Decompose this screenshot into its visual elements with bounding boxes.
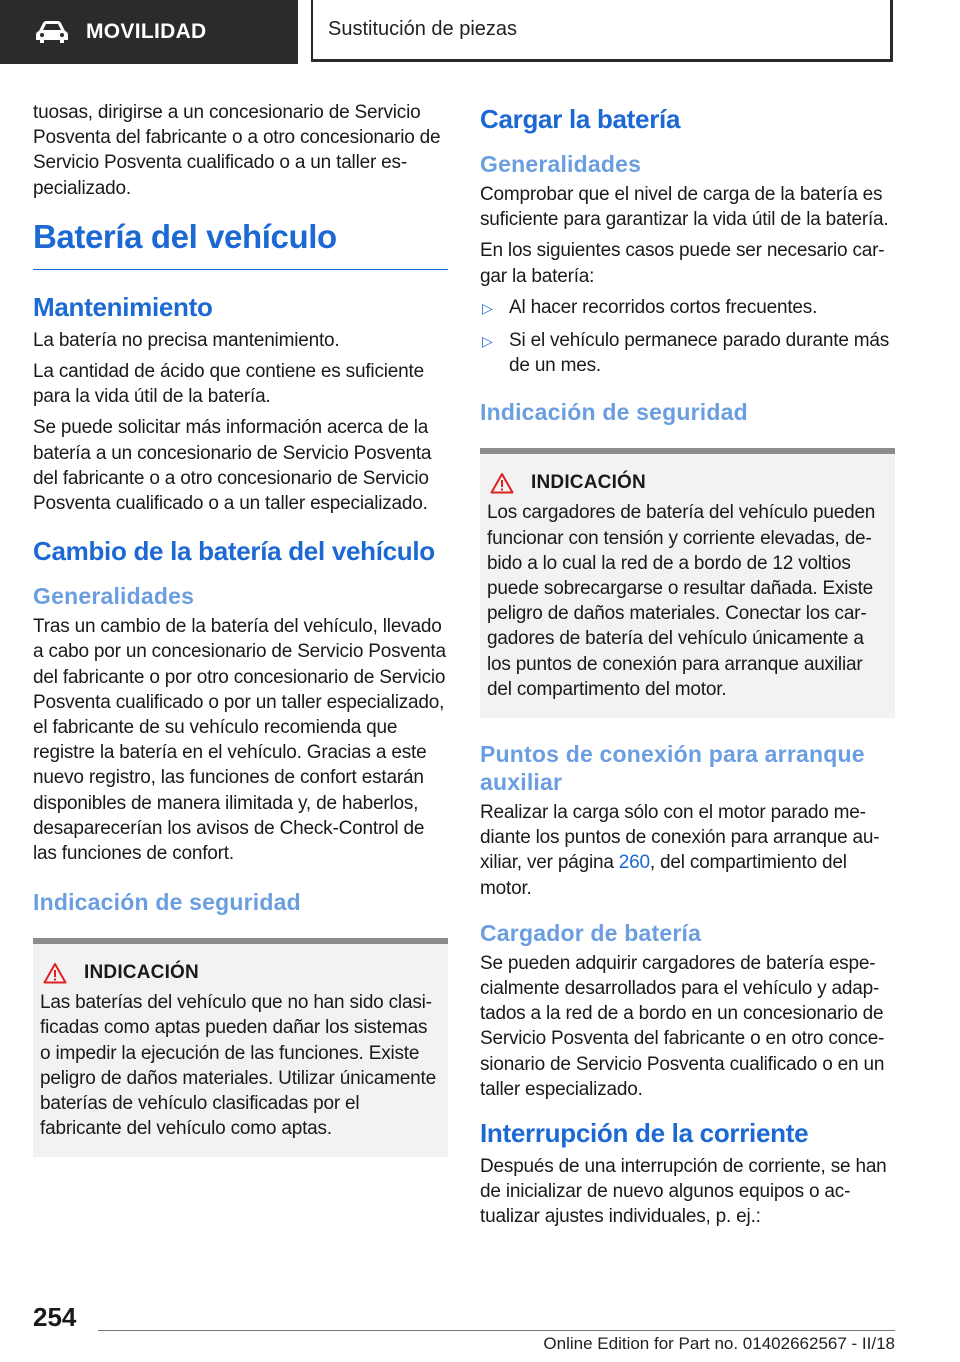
notice-box	[480, 448, 895, 718]
chapter-title: Sustitución de piezas	[328, 18, 518, 40]
left-column	[33, 100, 448, 1157]
list-item-text: Al hacer recorridos cortos frecuentes.	[509, 296, 818, 318]
paragraph: Comprobar que el nivel de carga de la batería es suficiente para garantizar la vida útil de la batería.	[480, 184, 889, 231]
heading-interrupcion: Interrupción de la corriente	[480, 1118, 809, 1149]
notice-label: INDICACIÓN	[531, 472, 646, 494]
subheading-seguridad: Indicación de seguridad	[33, 889, 301, 916]
list-item-text: Si el vehículo permanece parado durante más de un mes.	[509, 330, 890, 377]
triangle-bullet-icon: ▷	[482, 299, 493, 316]
notice-header	[487, 472, 888, 494]
subheading-generalidades: Generalidades	[480, 151, 642, 177]
right-column	[480, 100, 895, 1236]
edition-text: Online Edition for Part no. 01402662567 - II/18	[543, 1334, 895, 1353]
list-item	[480, 328, 895, 378]
section-tab	[0, 0, 298, 64]
paragraph	[480, 800, 895, 901]
subheading-seguridad: Indicación de seguridad	[480, 399, 748, 426]
warning-triangle-icon	[43, 962, 67, 984]
paragraph: La cantidad de ácido que contiene es suficiente para la vida útil de la batería.	[33, 361, 424, 408]
chapter-tab	[311, 0, 893, 62]
paragraph: Tras un cambio de la batería del vehículo, llevado a cabo por un concesionario de Servicio Posventa del fabricante o por otro concesionario de Servicio Posventa cualificado o por un taller especializado, el fabricante de su vehículo recomienda que registre la batería en el vehículo. Gracias a este nuevo registro, las funciones de confort estarán disponibles de manera ilimitada y, de haberlos, desaparecerían los avisos de Check-Control de las funciones de confort.	[33, 616, 446, 865]
notice-box	[33, 938, 448, 1157]
page-number: 254	[33, 1302, 77, 1332]
paragraph: La batería no precisa mantenimiento.	[33, 329, 340, 351]
subheading-puntos-conexion: Puntos de conexión para arranque auxiliar	[480, 741, 865, 796]
bullet-list	[480, 295, 895, 379]
notice-text: Las baterías del vehículo que no han sido clasificadas como aptas pueden dañar los sistemas o impedir la ejecución de las funciones. Existe peligro de daños materiales. Utilizar únicamente baterías de vehículo clasificadas por el fabricante del vehículo como aptas.	[40, 992, 436, 1140]
notice-header	[40, 962, 441, 984]
car-icon	[34, 19, 70, 45]
notice-text: Los cargadores de batería del vehículo pueden funcionar con tensión y corriente elevadas, debido a lo cual la red de a bordo de 12 voltios puede sobrecargarse o resultar dañada. Existe peligro de daños materiales. Conectar los cargadores de batería del vehículo únicamente a los puntos de conexión para arranque auxiliar del compartimento del motor.	[487, 502, 876, 700]
page-link[interactable]: 260	[618, 852, 650, 874]
heading-cargar-bateria: Cargar la batería	[480, 104, 681, 134]
paragraph: En los siguientes casos puede ser necesario cargar la batería:	[480, 240, 885, 287]
paragraph-text: Realizar la carga sólo con el motor parado mediante los puntos de conexión para arranque auxiliar, ver página	[480, 802, 880, 874]
intro-paragraph: tuosas, dirigirse a un concesionario de Servicio Posventa del fabricante o a otro concesionario de Servicio Posventa cualificado o a un taller especializado.	[33, 102, 441, 199]
triangle-bullet-icon: ▷	[482, 333, 493, 350]
list-item	[480, 295, 895, 320]
section-title: MOVILIDAD	[86, 20, 207, 43]
notice-label: INDICACIÓN	[84, 962, 199, 984]
heading-cambio-bateria: Cambio de la batería del vehículo	[33, 536, 435, 567]
footer-divider	[98, 1330, 895, 1331]
paragraph: Después de una interrupción de corriente, se han de inicializar de nuevo algunos equipos o actualizar ajustes individuales, p. ej.:	[480, 1156, 887, 1228]
subheading-generalidades: Generalidades	[33, 583, 195, 610]
chapter-heading: Batería del vehículo	[33, 215, 448, 270]
paragraph: Se puede solicitar más información acerca de la batería a un concesionario de Servicio Posventa del fabricante o a otro concesionario de Servicio Posventa cualificado o a un taller especializado.	[33, 417, 432, 515]
heading-mantenimiento: Mantenimiento	[33, 291, 213, 322]
paragraph: Se pueden adquirir cargadores de batería especialmente desarrollados para el vehículo y adaptados a la red de a bordo en un concesionario de Servicio Posventa del fabricante o en otro concesionario de Servicio Posventa cualificado o en un taller especializado.	[480, 952, 885, 1100]
subheading-cargador: Cargador de batería	[480, 919, 702, 946]
paragraph-text: , del compartimiento del motor.	[480, 852, 847, 899]
warning-triangle-icon	[490, 472, 514, 494]
